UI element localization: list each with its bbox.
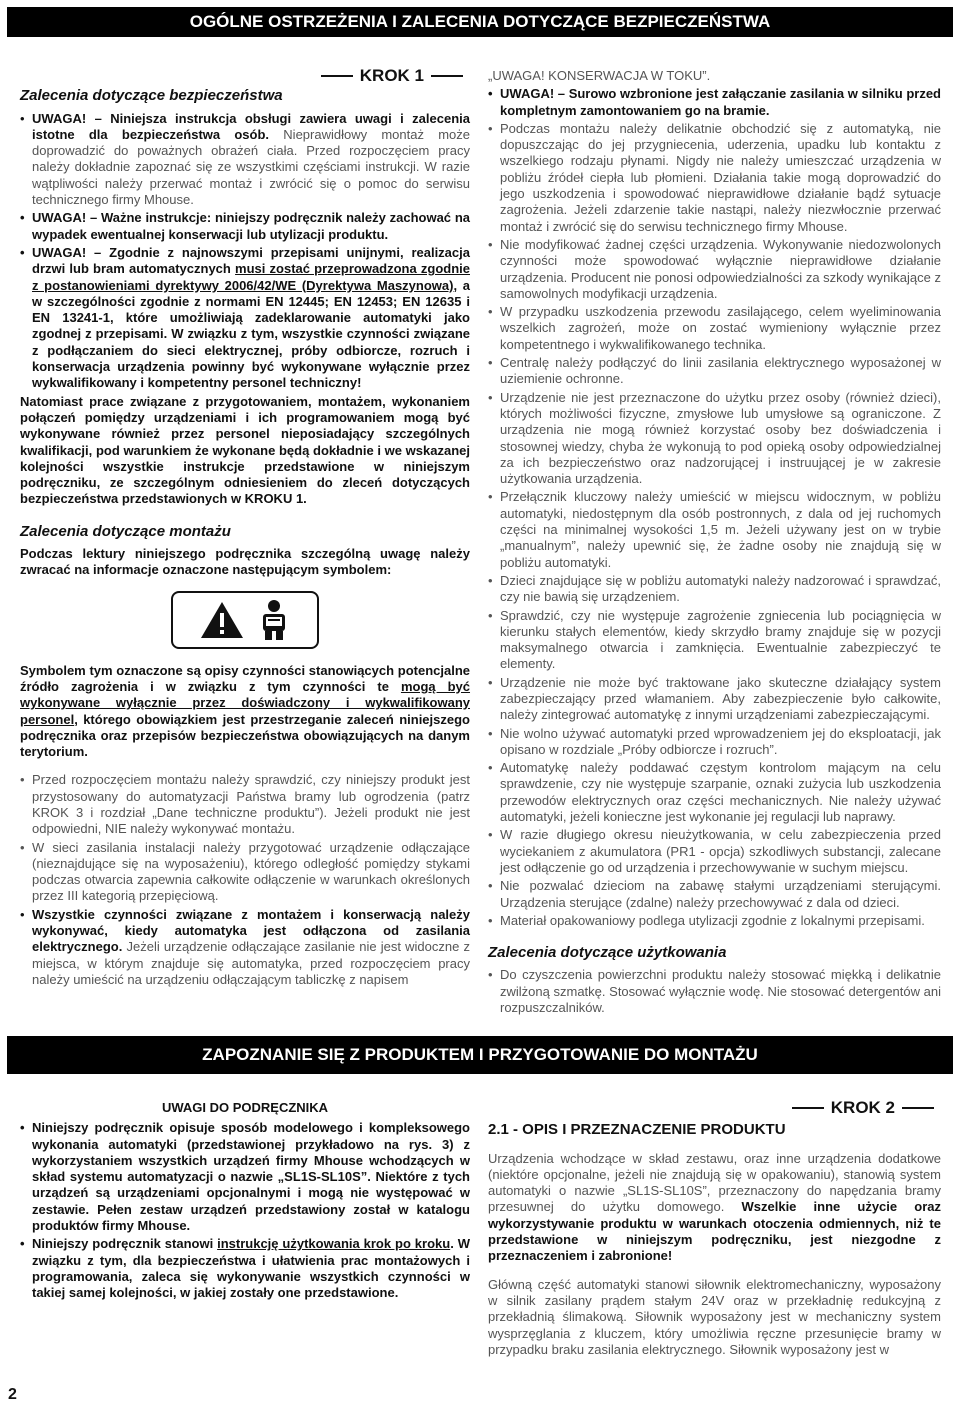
paragraph: Główną część automatyki stanowi siłownik elektromechaniczny, wyposażony w silnik zasilany prądem stałym 24V oraz w przekładnię redukcyjną z przekładnią ślimakową. Siłownik wyposażony jest w mechaniczny system wysprzęglania z kluczem, który umożliwia ręczne przesunięcie bramy w przypadku braku zasilania elektrycznego. Siłownik wyposażony jest w <box>488 1276 941 1357</box>
bold-text: Wszelkie inne użycie oraz wykorzystywanie produktu w warunkach otoczenia odmiennych, niż te przedstawione w niniejszym podręczniku, jest niezgodne z przeznaczeniem i zabronione! <box>488 1199 941 1264</box>
product-description-heading: 2.1 - OPIS I PRZEZNACZENIE PRODUKTU <box>488 1121 786 1139</box>
column-right-bottom <box>488 1100 941 1360</box>
list-item: • Automatykę należy poddawać częstym kontrolom mającym na celu sprawdzenie, czy nie występuje szarpanie, oznaki zużycia lub uszkodzenia przewodów elektrycznych oraz części mechanicznych. Nie należy używać automatyki, jeżeli konieczne jest wykonanie jej regulacji lub naprawy. <box>488 760 941 825</box>
rule <box>431 75 463 77</box>
step-2-label: KROK 2 <box>830 1098 895 1117</box>
list-item <box>20 907 470 988</box>
text: Symbolem tym oznaczone są opisy czynności stanowiących potencjalne źródło zagrożenia i w związku z tym czynności te <box>20 662 470 694</box>
text: Niniejszy podręcznik stanowi <box>32 1236 214 1252</box>
underlined-text: instrukcję użytkowania krok po kroku <box>217 1236 451 1252</box>
list-item <box>20 111 470 209</box>
text: , którego obowiązkiem jest przestrzeganie zaleceń niniejszego podręcznika oraz przepisów bezpieczeństwa obowiązujących na danym terytorium. <box>20 711 470 760</box>
list-item <box>20 1236 470 1301</box>
list-item: • W przypadku uszkodzenia przewodu zasilającego, celem wyeliminowania wszelkich zagrożeń, może on zostać wymieniony wyłącznie przez kompetentnego i wykwalifikowanego technika. <box>488 304 941 353</box>
installation-heading: Zalecenia dotyczące montażu <box>20 522 231 540</box>
rule <box>321 75 353 77</box>
text: Urządzenia wchodzące w skład zestawu, oraz inne urządzenia dodatkowe (niektóre opcjonalne, jeżeli nie znajdują się w opakowaniu), stanowią system automatyki o nazwie „SL1S-SL10S”, przeznaczony do napędzania bramy przesuwnej do użytku domowego. <box>488 1150 941 1215</box>
usage-heading: Zalecenia dotyczące użytkowania <box>488 944 727 962</box>
step-1-label: KROK 1 <box>359 66 424 85</box>
column-right-top <box>488 68 941 1018</box>
step-1-heading <box>20 68 470 84</box>
paragraph: „UWAGA! KONSERWACJA W TOKU”. <box>488 68 711 83</box>
column-left-top <box>20 68 470 990</box>
warning-triangle-icon <box>199 600 245 640</box>
list-item: • W razie długiego okresu nieużytkowania, w celu zabezpieczenia przed wyciekaniem z akumulatora (PR1 - opcja) szkodliwych substancji, zalecane jest odłączenie go od urządzenia i przechowywanie w suchym miejscu. <box>488 827 941 876</box>
list-item: • Materiał opakowaniowy podlega utylizacji zgodnie z lokalnymi przepisami. <box>488 913 941 929</box>
list-item: • Niniejszy podręcznik opisuje sposób modelowego i kompleksowego wykonania automatyki (przedstawionej przykładowo na rys. 3) z wykorzystaniem wszystkich urządzeń firmy Mhouse wchodzących w skład systemu automatyzacji o nazwie „SL1S-SL10S”. Niektóre z tych urządzeń są urządzeniami opcjonalnymi i mogą nie występować w zestawie. Pełen zestaw urządzeń przedstawiony został w katalogu produktów firmy Mhouse. <box>20 1120 470 1234</box>
underlined-text: mogą być wykonywane wyłącznie przez doświadczony i wykwalifikowany personel <box>20 678 471 727</box>
list-item: • Sprawdzić, czy nie występuje zagrożenie zgniecenia lub pociągnięcia w kierunku stałych elementów, kiedy skrzydło bramy znajduje się w pozycji maksymalnego otwarcia i zamknięcia. Ewentualnie zabezpieczyć te elementy. <box>488 608 941 673</box>
list-item <box>20 245 470 392</box>
column-left-bottom <box>20 1100 470 1304</box>
list-item: • Urządzenie nie może być traktowane jako skuteczne działający system zabezpieczający przed włamaniem. Aby zabezpieczenie było całkowite, należy zintegrować automatykę z innymi urządzeniami zabezpieczającymi. <box>488 675 941 724</box>
rule <box>902 1107 934 1109</box>
safety-heading: Zalecenia dotyczące bezpieczeństwa <box>20 87 283 105</box>
list-item: • Centralę należy podłączyć do linii zasilania elektrycznego wyposażonej w uziemienie ochronne. <box>488 355 941 388</box>
section-banner-safety: OGÓLNE OSTRZEŻENIA I ZALECENIA DOTYCZĄCE BEZPIECZEŃSTWA <box>7 7 953 37</box>
list-item: • Nie pozwalać dzieciom na zabawę stałymi urządzeniami sterującymi. Urządzenia sterujące (zdalne) należy przechowywać z dala od dzieci. <box>488 878 941 911</box>
list-item: • Nie wolno używać automatyki przed wprowadzeniem jej do eksploatacji, jak opisano w rozdziale „Próby odbiorcze i rozruch”. <box>488 726 941 759</box>
list-item: • UWAGA! – Surowo wzbronione jest załączanie zasilania w silniku przed kompletnym zamontowaniem go na bramie. <box>488 86 941 119</box>
list-item: • Podczas montażu należy delikatnie obchodzić się z automatyką, nie dopuszczając do jej przygniecenia, uderzenia, upadku lub kontaktu z wszelkiego rodzaju płynami. Nigdy nie należy umieszczać urządzenia w pobliżu źródeł ciepła lub płomieni. Działania takie mogą doprowadzić do jego uszkodzenia i spowodować nieprawidłowe działanie bądź sytuacje zagrożenia. Jeżeli zdarzenie takie nastąpi, należy niezwłocznie przerwać montaż i zwrócić się do serwisu technicznego firmy Mhouse. <box>488 121 941 235</box>
step-2-heading <box>488 1100 941 1116</box>
text: UWAGA! – Zgodnie z najnowszymi przepisami unijnymi, realizacja drzwi lub bram automatycznych <box>32 244 470 277</box>
list-item: • Do czyszczenia powierzchni produktu należy stosować miękką i delikatnie zwilżoną szmatkę. Stosować wyłącznie wodę. Nie stosować detergentów ani rozpuszczalników. <box>488 967 941 1016</box>
list-item: • UWAGA! – Ważne instrukcje: niniejszy podręcznik należy zachować na wypadek ewentualnej konserwacji lub utylizacji produktu. <box>20 210 470 243</box>
rule <box>792 1107 824 1109</box>
text: . W związku z tym, dla bezpieczeństwa i ułatwienia prac montażowych i programowania, zaleca się wykonywanie wszystkich czynności w takiej samej kolejności, w jakiej zostały one przedstawione. <box>32 1236 470 1301</box>
bold-text: Wszystkie czynności związane z montażem i konserwacją należy wykonywać, kiedy automatyka jest odłączona od zasilania elektrycznego. <box>32 906 470 955</box>
text: Jeżeli urządzenie odłączające zasilanie nie jest widoczne z miejsca, w którym znajduje się automatyka, przed rozpoczęciem pracy należy umieścić na urządzeniu odłączającym tabliczkę z napisem <box>32 939 470 987</box>
technician-icon <box>257 599 291 641</box>
text: , a w szczególności zgodnie z normami EN 12445; EN 12453; EN 12635 i EN 13241-1, które umożliwiają zadeklarowanie automatyki jako zgodnej z przepisami. W związku z tym, wszystkie czynności związane z podłączaniem do sieci elektrycznej, próby odbiorcze, rozruch i konserwacja urządzenia powinny być wykonywane wyłącznie przez wykwalifikowany i kompetentny personel techniczny! <box>32 277 470 391</box>
paragraph <box>488 1151 941 1265</box>
list-item: • W sieci zasilania instalacji należy przygotować urządzenie odłączające (nieznajdujące się na wyposażeniu), którego odległość pomiędzy stykami podczas otwarcia zapewnia całkowite odłączenie w warunkach określonych przez III kategorią przepięciową. <box>20 840 470 905</box>
paragraph <box>20 663 470 761</box>
warning-symbol-frame <box>171 591 319 649</box>
list-item: • Przed rozpoczęciem montażu należy sprawdzić, czy niniejszy produkt jest przystosowany do automatyzacji Państwa bramy lub ogrodzenia (patrz KROK 3 i rozdział „Dane techniczne produktu”). Jeżeli produkt nie jest odpowiedni, NIE należy wykonywać montażu. <box>20 772 470 837</box>
text: Nieprawidłowy montaż może doprowadzić do poważnych obrażeń ciała. Przed rozpoczęciem pracy należy dokładnie zapoznać się ze wszystkimi częściami instrukcji. W razie wątpliwości należy przerwać montaż i zwrócić się o pomoc do serwisu technicznego firmy Mhouse. <box>32 126 471 208</box>
manual-notes-heading: UWAGI DO PODRĘCZNIKA <box>161 1100 329 1115</box>
paragraph: Natomiast prace związane z przygotowaniem, montażem, wykonaniem połączeń pomiędzy urządzeniami i ich programowaniem mogą być wykonywane również przez personel nieposiadający szczególnych kwalifikacji, pod warunkiem że wykonane będą dokładnie i we wskazanej kolejności wszystkie instrukcje przedstawione w niniejszym podręczniku, ze szczególnym odniesieniem do zleceń dotyczących bezpieczeństwa przedstawionych w KROKU 1. <box>20 393 470 507</box>
section-banner-product: ZAPOZNANIE SIĘ Z PRODUKTEM I PRZYGOTOWANIE DO MONTAŻU <box>7 1036 953 1074</box>
warning-symbol <box>20 591 470 649</box>
page-number: 2 <box>8 1386 17 1403</box>
list-item: • Dzieci znajdujące się w pobliżu automatyki należy nadzorować i sprawdzać, czy nie bawią się urządzeniem. <box>488 573 941 606</box>
list-item: • Przełącznik kluczowy należy umieścić w miejscu widocznym, w pobliżu automatyki, niedostępnym dla osób postronnych, z dala od jej ruchomych części na minimalnej wysokości 1,5 m. Jeżeli używany jest on w trybie „manualnym”, należy upewnić się, że żadne osoby nie znajdują się w pobliżu automatyki. <box>488 489 941 570</box>
paragraph: Podczas lektury niniejszego podręcznika szczególną uwagę należy zwracać na informacje oznaczone następującym symbolem: <box>20 546 470 578</box>
list-item: • Urządzenie nie jest przeznaczone do użytku przez osoby (również dzieci), których możliwości fizyczne, zmysłowe lub umysłowe są ograniczone. Z urządzenia nie mogą również korzystać osoby bez doświadczenia i stosownej wiedzy, chyba że wykonują to pod opieką osoby odpowiedzialnej za ich bezpieczeństwo oraz nadzorującej i instruującej je w zakresie użytkowania urządzenia. <box>488 390 941 488</box>
bold-text: UWAGA! – Niniejsza instrukcja obsługi zawiera uwagi i zalecenia istotne dla bezpieczeństwa osób. <box>32 110 470 142</box>
list-item: • Nie modyfikować żadnej części urządzenia. Wykonywanie niedozwolonych czynności może spowodować wyłącznie nieprawidłowe działanie urządzenia. Producent nie ponosi odpowiedzialności za szkody wynikające z samowolnych modyfikacji urządzenia. <box>488 237 941 302</box>
underlined-text: musi zostać przeprowadzona zgodnie z postanowieniami dyrektywy 2006/42/WE (Dyrektywa Maszynowa) <box>32 261 470 293</box>
